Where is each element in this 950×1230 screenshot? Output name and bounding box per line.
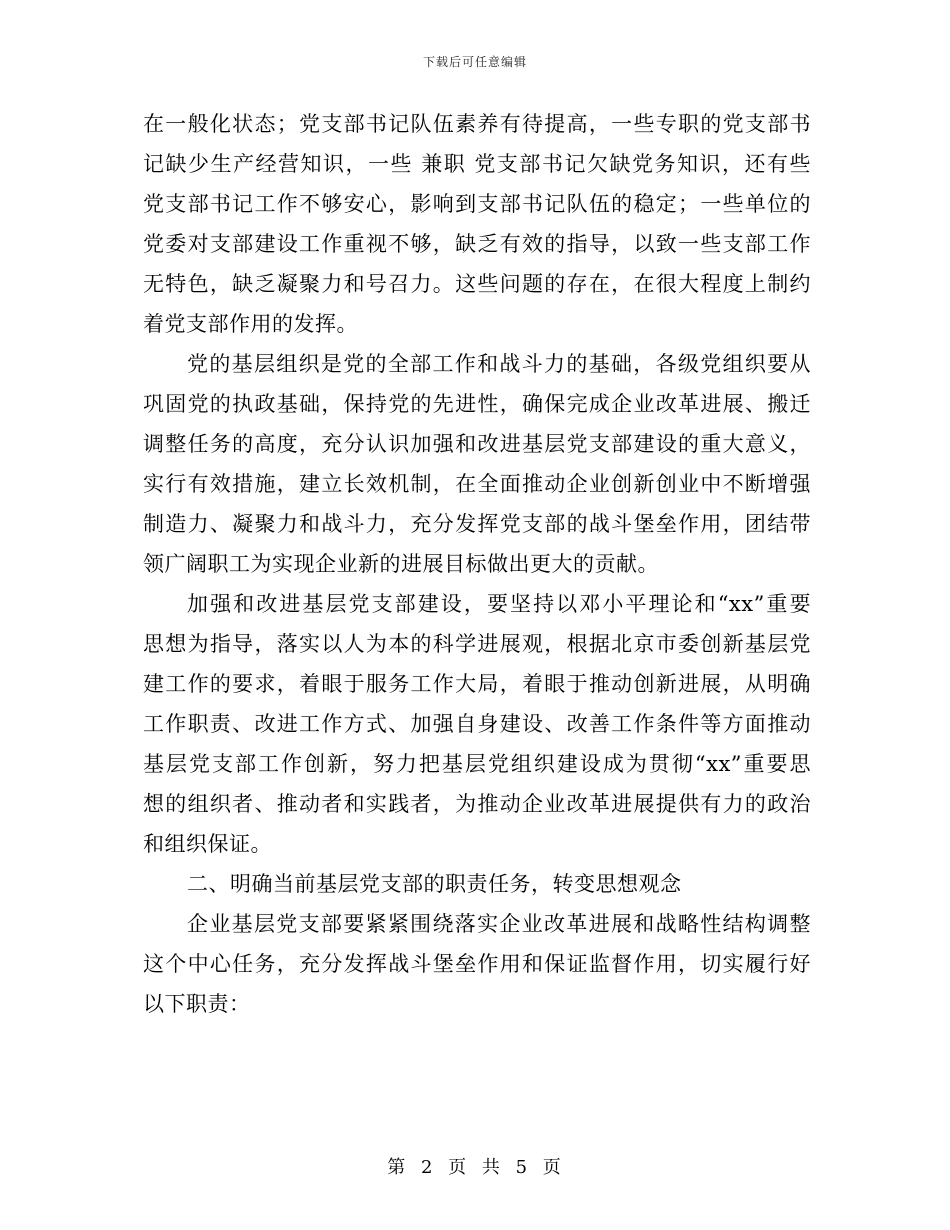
text-line: 巩固党的执政基础，保持党的先进性，确保完成企业改革进展、搬迁 — [143, 392, 811, 416]
text-line: 加强和改进基层党支部建设，要坚持以邓小平理论和“xx”重要 — [187, 592, 811, 616]
text-line: 企业基层党支部要紧紧围绕落实企业改革进展和战略性结构调整 — [187, 912, 811, 936]
text-line: 思想为指导，落实以人为本的科学进展观，根据北京市委创新基层党 — [143, 632, 811, 656]
text-line: 实行有效措施，建立长效机制，在全面推动企业创新创业中不断增强 — [143, 472, 811, 496]
section-heading — [143, 864, 811, 904]
page-number-footer: 第 2 页 共 5 页 — [387, 1157, 563, 1178]
paragraph — [143, 104, 811, 344]
text-line: 党支部书记工作不够安心，影响到支部书记队伍的稳定；一些单位的 — [143, 192, 811, 216]
paragraph — [143, 904, 811, 1024]
text-line: 无特色，缺乏凝聚力和号召力。这些问题的存在，在很大程度上制约 — [143, 272, 811, 296]
text-line: 想的组织者、推动者和实践者，为推动企业改革进展提供有力的政治 — [143, 792, 811, 816]
text-line: 和组织保证。 — [143, 832, 272, 856]
text-line: 这个中心任务，充分发挥战斗堡垒作用和保证监督作用，切实履行好 — [143, 952, 811, 976]
text-line: 制造力、凝聚力和战斗力，充分发挥党支部的战斗堡垒作用，团结带 — [143, 512, 811, 536]
text-line: 记缺少生产经营知识，一些 兼职 党支部书记欠缺党务知识，还有些 — [143, 152, 811, 176]
text-line: 在一般化状态；党支部书记队伍素养有待提高，一些专职的党支部书 — [143, 112, 811, 136]
text-line: 党的基层组织是党的全部工作和战斗力的基础，各级党组织要从 — [187, 352, 811, 376]
text-line: 以下职责： — [143, 992, 251, 1016]
page-header: 下载后可任意编辑 — [422, 55, 527, 69]
text-line: 调整任务的高度，充分认识加强和改进基层党支部建设的重大意义， — [143, 432, 811, 456]
text-line: 党委对支部建设工作重视不够，缺乏有效的指导，以致一些支部工作 — [143, 232, 811, 256]
text-line: 工作职责、改进工作方式、加强自身建设、改善工作条件等方面推动 — [143, 712, 811, 736]
paragraph — [143, 584, 811, 864]
paragraph — [143, 344, 811, 584]
text-line: 基层党支部工作创新，努力把基层党组织建设成为贯彻“xx”重要思 — [143, 752, 811, 776]
text-line: 二、明确当前基层党支部的职责任务，转变思想观念 — [187, 872, 682, 896]
text-line: 着党支部作用的发挥。 — [143, 312, 358, 336]
text-line: 领广阔职工为实现企业新的进展目标做出更大的贡献。 — [143, 552, 659, 576]
document-body — [143, 104, 811, 1024]
text-line: 建工作的要求，着眼于服务工作大局，着眼于推动创新进展，从明确 — [143, 672, 811, 696]
